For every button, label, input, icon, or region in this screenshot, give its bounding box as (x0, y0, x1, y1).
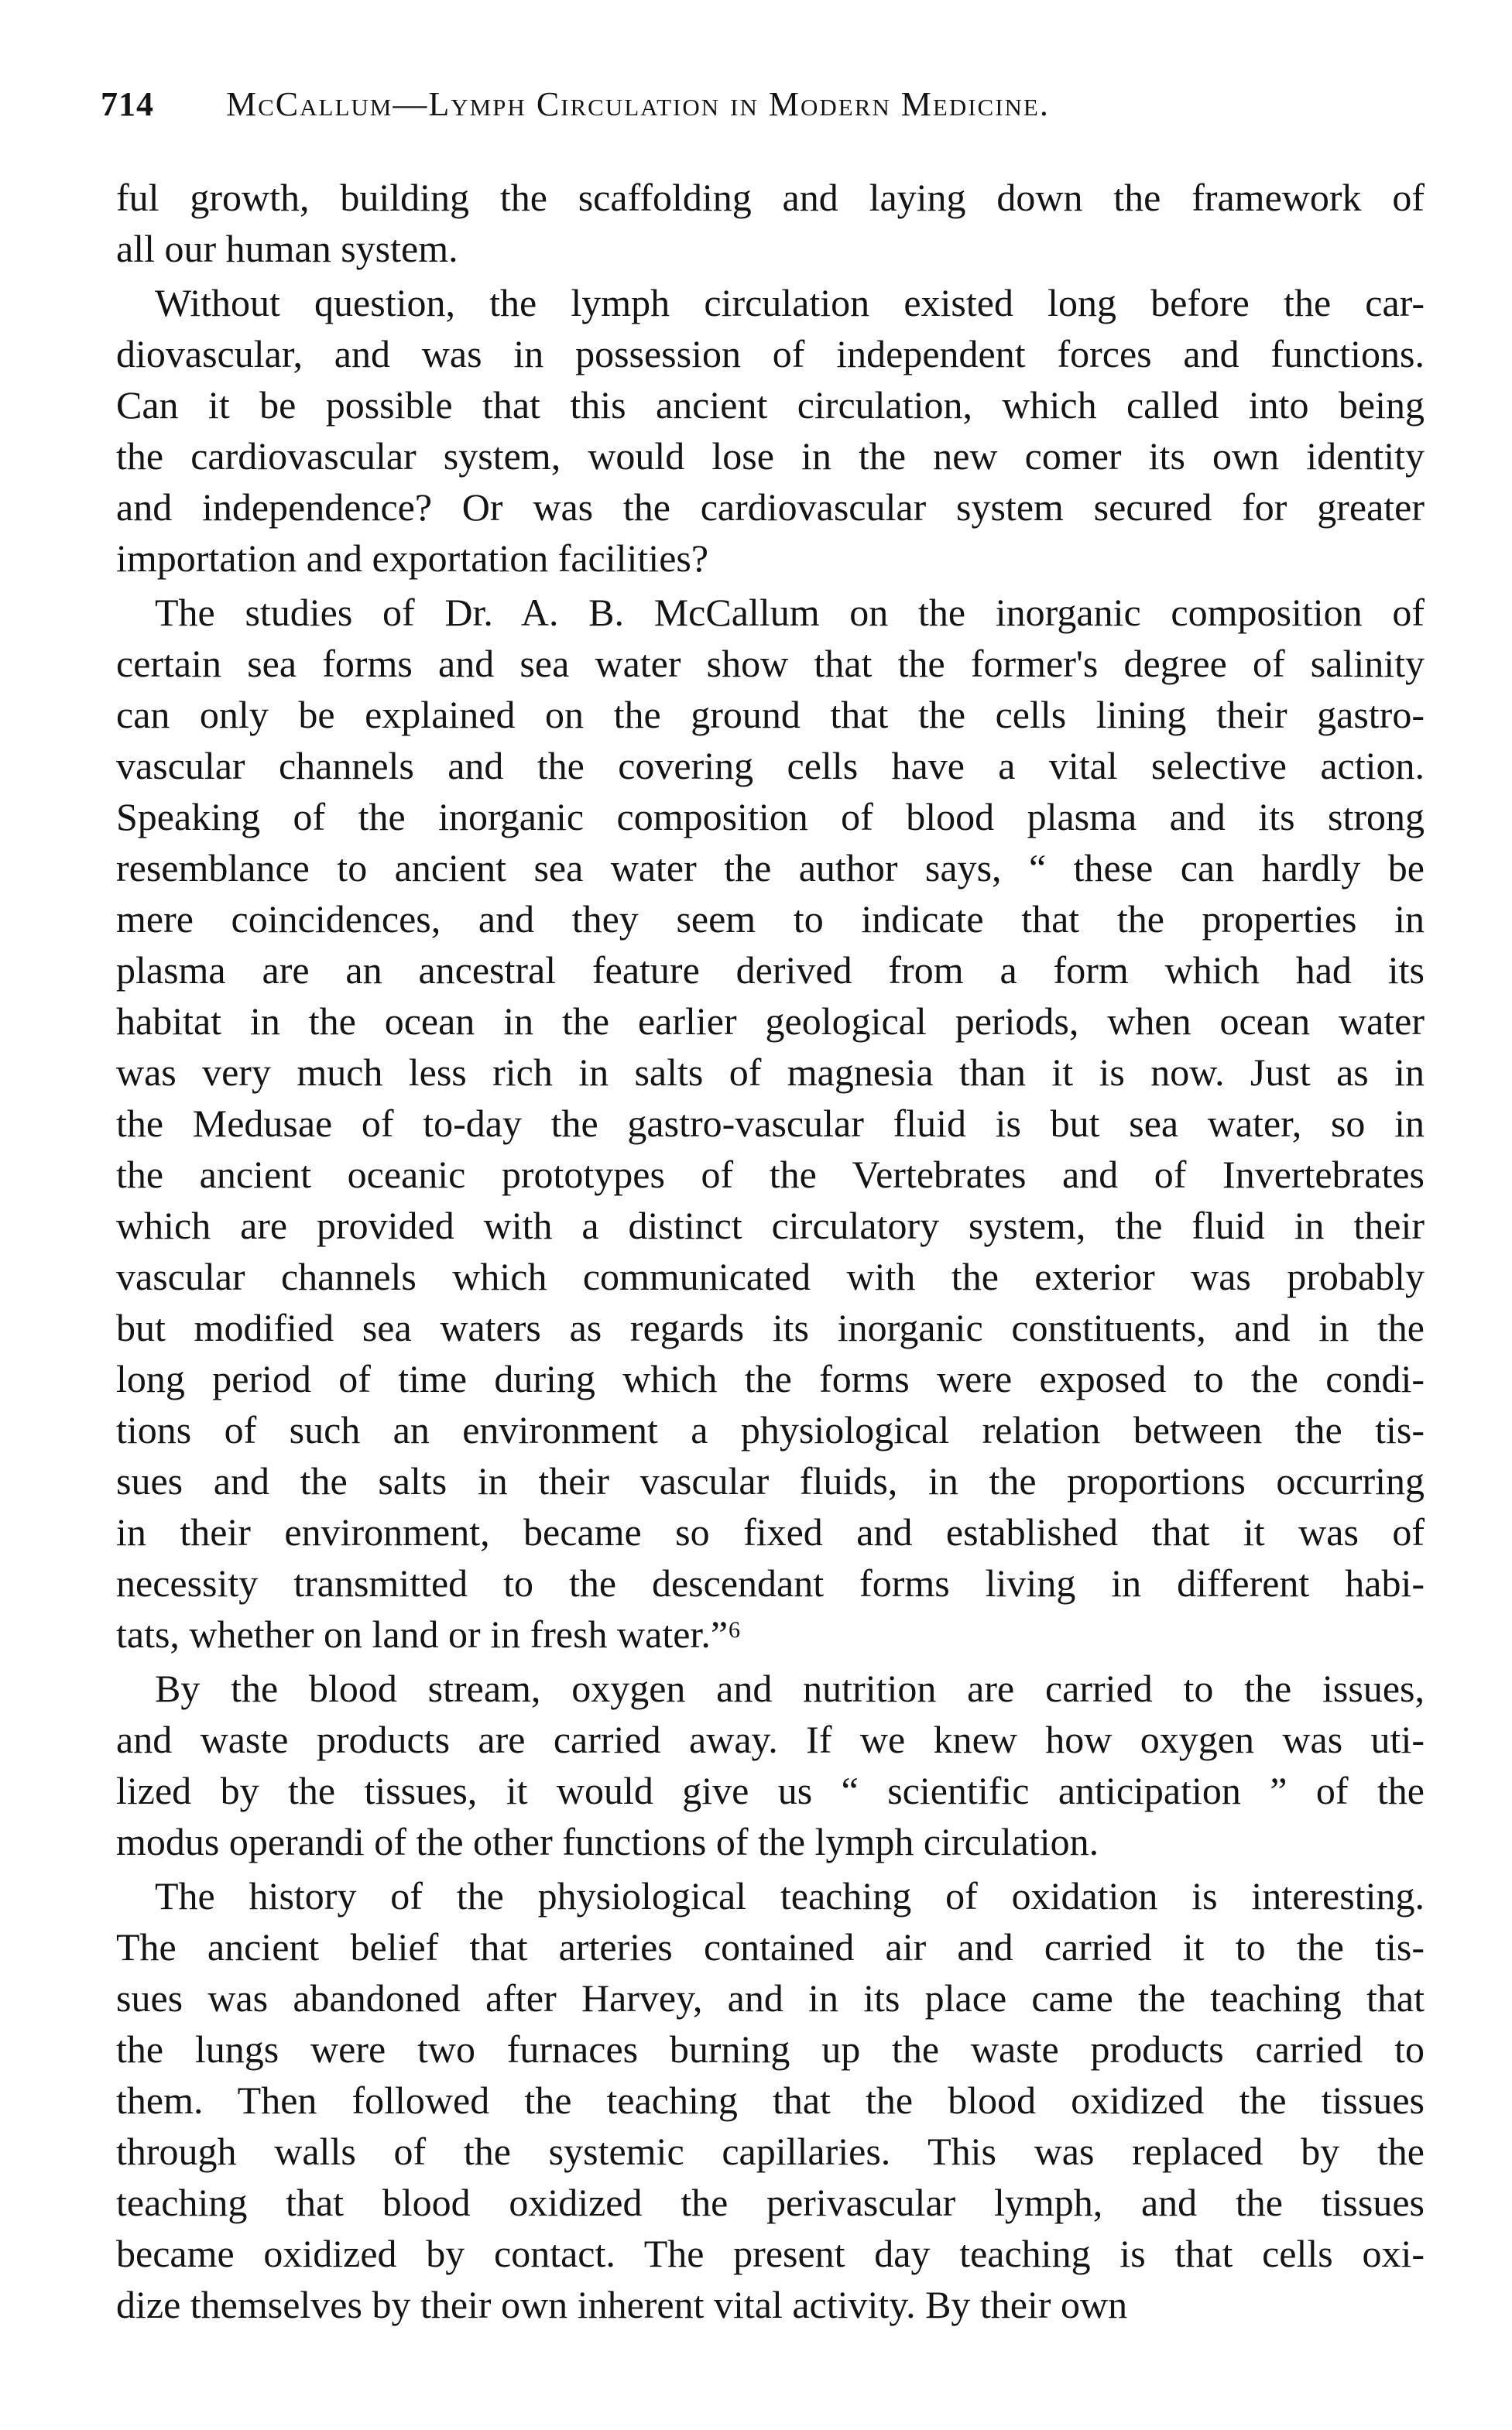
text-line: The history of the physiological teaching of oxidation is interesting. (155, 1874, 1425, 1918)
text-line: plasma are an ancestral feature derived from a form which had its (116, 948, 1425, 992)
text-line: diovascular, and was in possession of independent forces and functions. (116, 332, 1425, 375)
text-line: mere coincidences, and they seem to indicate that the properties in (116, 897, 1425, 941)
text-line: modus operandi of the other functions of the lymph circulation. (116, 1820, 1099, 1863)
text-line: resemblance to ancient sea water the author says, “ these can hardly be (116, 846, 1425, 889)
text-line: certain sea forms and sea water show that the former's degree of salinity (116, 642, 1425, 685)
text-line: and waste products are carried away. If we knew how oxygen was uti- (116, 1718, 1425, 1761)
text-line: Can it be possible that this ancient circulation, which called into being (116, 383, 1425, 427)
text-line: sues and the salts in their vascular fluids, in the proportions occurring (116, 1459, 1425, 1503)
running-head (101, 77, 1432, 132)
text-line: lized by the tissues, it would give us “ scientific anticipation ” of the (116, 1769, 1425, 1812)
text-line: Speaking of the inorganic composition of blood plasma and its strong (116, 795, 1425, 838)
text-line: all our human system. (116, 227, 458, 270)
text-line: was very much less rich in salts of magnesia than it is now. Just as in (116, 1050, 1425, 1094)
text-line: teaching that blood oxidized the perivascular lymph, and the tissues (116, 2181, 1425, 2224)
text-line: sues was abandoned after Harvey, and in its place came the teaching that (116, 1976, 1425, 2020)
text-line: and independence? Or was the cardiovascular system secured for greater (116, 485, 1425, 529)
text-line: in their environment, became so fixed and established that it was of (116, 1510, 1425, 1554)
text-line: By the blood stream, oxygen and nutrition are carried to the issues, (155, 1667, 1425, 1710)
text-line: the ancient oceanic prototypes of the Vertebrates and of Invertebrates (116, 1153, 1425, 1196)
text-line: the cardiovascular system, would lose in the new comer its own identity (116, 434, 1425, 478)
text-line: necessity transmitted to the descendant forms living in different habi- (116, 1561, 1425, 1605)
text-line: The studies of Dr. A. B. McCallum on the inorganic composition of (155, 591, 1425, 634)
text-line: tions of such an environment a physiological relation between the tis- (116, 1408, 1425, 1451)
running-title: McCallum—Lymph Circulation in Modern Medicine. (226, 85, 1050, 123)
text-line: vascular channels which communicated with the exterior was probably (116, 1255, 1425, 1298)
text-line: can only be explained on the ground that the cells lining their gastro- (116, 693, 1425, 736)
text-line: which are provided with a distinct circulatory system, the fluid in their (116, 1204, 1425, 1247)
text-line: but modified sea waters as regards its inorganic constituents, and in the (116, 1306, 1425, 1349)
page-number: 714 (101, 85, 154, 123)
text-line: the Medusae of to-day the gastro-vascular fluid is but sea water, so in (116, 1102, 1425, 1145)
text-line: through walls of the systemic capillaries. This was replaced by the (116, 2130, 1425, 2173)
text-line: dize themselves by their own inherent vital activity. By their own (116, 2283, 1128, 2326)
text-line: them. Then followed the teaching that the blood oxidized the tissues (116, 2079, 1425, 2122)
text-line: Without question, the lymph circulation existed long before the car- (155, 281, 1425, 324)
text-line: The ancient belief that arteries contained air and carried it to the tis- (116, 1925, 1425, 1969)
text-line: long period of time during which the forms were exposed to the condi- (116, 1357, 1425, 1400)
text-line: tats, whether on land or in fresh water.”⁶ (116, 1613, 742, 1656)
text-line: importation and exportation facilities? (116, 536, 709, 580)
text-line: the lungs were two furnaces burning up the waste products carried to (116, 2027, 1425, 2071)
text-line: ful growth, building the scaffolding and laying down the framework of (116, 176, 1425, 219)
text-line: vascular channels and the covering cells have a vital selective action. (116, 744, 1425, 787)
text-line: became oxidized by contact. The present day teaching is that cells oxi- (116, 2232, 1425, 2275)
body-text (116, 172, 1425, 2330)
text-line: habitat in the ocean in the earlier geological periods, when ocean water (116, 999, 1425, 1043)
